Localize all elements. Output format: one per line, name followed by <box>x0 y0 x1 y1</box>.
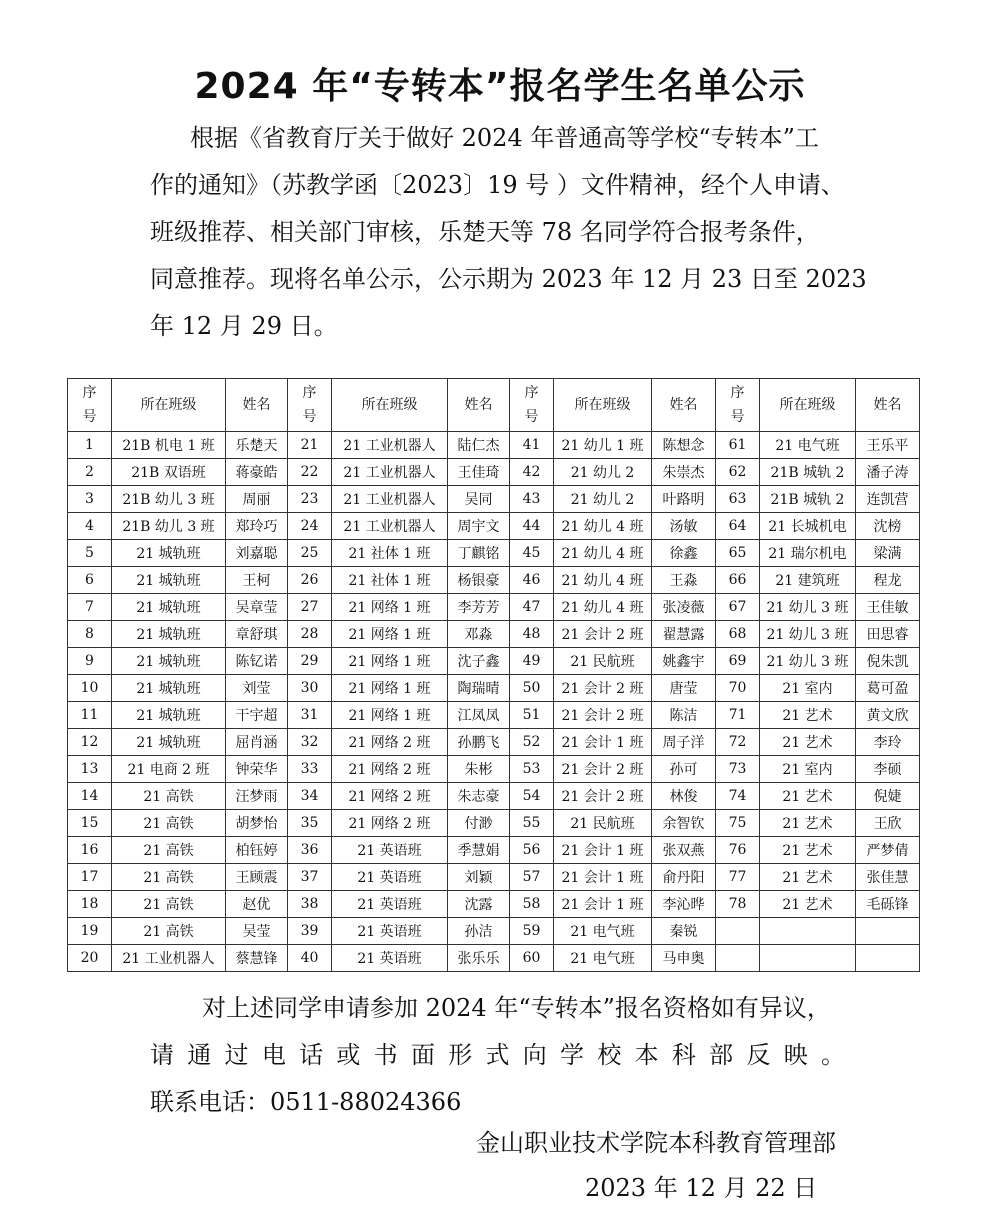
name-cell: 程龙 <box>856 567 920 594</box>
seq-cell: 61 <box>716 432 760 459</box>
seq-cell: 45 <box>510 540 554 567</box>
class-cell: 21 会计 1 班 <box>554 864 652 891</box>
name-cell: 吴章莹 <box>226 594 288 621</box>
seq-cell: 31 <box>288 702 332 729</box>
class-cell: 21 幼儿 4 班 <box>554 567 652 594</box>
name-cell: 李玲 <box>856 729 920 756</box>
seq-cell: 9 <box>68 648 112 675</box>
name-cell: 周子洋 <box>652 729 716 756</box>
seq-cell: 48 <box>510 621 554 648</box>
name-cell: 王淼 <box>652 567 716 594</box>
class-cell: 21 会计 1 班 <box>554 837 652 864</box>
class-cell: 21 幼儿 3 班 <box>760 648 856 675</box>
class-cell: 21 城轨班 <box>112 702 226 729</box>
name-cell: 汤敏 <box>652 513 716 540</box>
header-class: 所在班级 <box>112 379 226 432</box>
seq-cell: 6 <box>68 567 112 594</box>
seq-cell: 41 <box>510 432 554 459</box>
seq-cell: 65 <box>716 540 760 567</box>
seq-cell: 60 <box>510 945 554 972</box>
class-cell: 21 工业机器人 <box>332 513 448 540</box>
class-cell: 21 电气班 <box>760 432 856 459</box>
class-cell: 21 艺术 <box>760 891 856 918</box>
seq-cell: 78 <box>716 891 760 918</box>
seq-cell: 11 <box>68 702 112 729</box>
name-cell: 沈子鑫 <box>448 648 510 675</box>
name-cell: 倪婕 <box>856 783 920 810</box>
name-cell: 张乐乐 <box>448 945 510 972</box>
header-name: 姓名 <box>856 379 920 432</box>
name-cell: 朱彬 <box>448 756 510 783</box>
seq-cell: 44 <box>510 513 554 540</box>
seq-cell: 36 <box>288 837 332 864</box>
class-cell: 21 网络 1 班 <box>332 621 448 648</box>
table-row <box>68 513 920 540</box>
name-cell: 张双燕 <box>652 837 716 864</box>
name-cell: 刘嘉聪 <box>226 540 288 567</box>
intro-line: 作的通知》（苏教学函〔2023〕19 号 ）文件精神，经个人申请、 <box>150 171 845 199</box>
seq-cell: 3 <box>68 486 112 513</box>
name-cell: 沈露 <box>448 891 510 918</box>
seq-cell: 15 <box>68 810 112 837</box>
seq-cell: 17 <box>68 864 112 891</box>
table-row <box>68 648 920 675</box>
class-cell: 21 幼儿 2 <box>554 459 652 486</box>
table-row <box>68 459 920 486</box>
class-cell: 21 艺术 <box>760 810 856 837</box>
class-cell: 21 会计 2 班 <box>554 702 652 729</box>
seq-cell: 23 <box>288 486 332 513</box>
seq-cell: 75 <box>716 810 760 837</box>
name-cell: 倪朱凯 <box>856 648 920 675</box>
name-cell: 姚鑫宇 <box>652 648 716 675</box>
name-cell: 秦锐 <box>652 918 716 945</box>
seq-cell: 16 <box>68 837 112 864</box>
name-cell: 唐莹 <box>652 675 716 702</box>
seq-cell: 21 <box>288 432 332 459</box>
name-cell: 翟慧露 <box>652 621 716 648</box>
name-cell: 王乐平 <box>856 432 920 459</box>
name-cell: 乐楚天 <box>226 432 288 459</box>
seq-cell: 19 <box>68 918 112 945</box>
class-cell: 21B 机电 1 班 <box>112 432 226 459</box>
class-cell: 21 会计 2 班 <box>554 756 652 783</box>
class-cell: 21B 双语班 <box>112 459 226 486</box>
name-cell: 陈想念 <box>652 432 716 459</box>
name-cell: 屈肖涵 <box>226 729 288 756</box>
seq-cell: 55 <box>510 810 554 837</box>
class-cell: 21 会计 1 班 <box>554 891 652 918</box>
class-cell: 21 室内 <box>760 756 856 783</box>
class-cell: 21 城轨班 <box>112 648 226 675</box>
class-cell: 21 幼儿 3 班 <box>760 594 856 621</box>
seq-cell: 34 <box>288 783 332 810</box>
name-cell: 季慧娟 <box>448 837 510 864</box>
class-cell: 21 网络 2 班 <box>332 810 448 837</box>
name-cell: 严梦倩 <box>856 837 920 864</box>
seq-cell: 35 <box>288 810 332 837</box>
name-cell: 章舒琪 <box>226 621 288 648</box>
class-cell: 21 幼儿 4 班 <box>554 540 652 567</box>
class-cell: 21 会计 2 班 <box>554 621 652 648</box>
seq-cell: 30 <box>288 675 332 702</box>
class-cell: 21 工业机器人 <box>332 432 448 459</box>
seq-cell: 28 <box>288 621 332 648</box>
name-cell: 孙洁 <box>448 918 510 945</box>
class-cell: 21 幼儿 1 班 <box>554 432 652 459</box>
seq-cell: 33 <box>288 756 332 783</box>
seq-cell: 26 <box>288 567 332 594</box>
intro-line: 同意推荐。现将名单公示，公示期为 2023 年 12 月 23 日至 2023 <box>150 265 867 293</box>
name-cell: 李芳芳 <box>448 594 510 621</box>
table-row <box>68 918 920 945</box>
seq-cell: 64 <box>716 513 760 540</box>
name-cell: 刘莹 <box>226 675 288 702</box>
seq-cell: 1 <box>68 432 112 459</box>
seq-cell: 53 <box>510 756 554 783</box>
class-cell: 21 高铁 <box>112 810 226 837</box>
seq-cell: 58 <box>510 891 554 918</box>
table-row <box>68 837 920 864</box>
seq-cell: 59 <box>510 918 554 945</box>
class-cell: 21 网络 1 班 <box>332 648 448 675</box>
seq-cell: 49 <box>510 648 554 675</box>
name-cell: 张佳慧 <box>856 864 920 891</box>
class-cell: 21 英语班 <box>332 945 448 972</box>
seq-cell: 25 <box>288 540 332 567</box>
name-cell: 陶瑞晴 <box>448 675 510 702</box>
name-cell: 叶路明 <box>652 486 716 513</box>
class-cell: 21 高铁 <box>112 918 226 945</box>
class-cell: 21 英语班 <box>332 864 448 891</box>
name-cell: 毛砾锋 <box>856 891 920 918</box>
class-cell <box>760 918 856 945</box>
seq-cell: 51 <box>510 702 554 729</box>
name-cell: 林俊 <box>652 783 716 810</box>
table-row <box>68 891 920 918</box>
contact-line: 联系电话：0511-88024366 <box>150 1088 462 1116</box>
class-cell: 21 会计 2 班 <box>554 783 652 810</box>
seq-cell: 46 <box>510 567 554 594</box>
class-cell: 21 网络 2 班 <box>332 756 448 783</box>
seq-cell: 7 <box>68 594 112 621</box>
header-name: 姓名 <box>652 379 716 432</box>
class-cell: 21 长城机电 <box>760 513 856 540</box>
seq-cell: 66 <box>716 567 760 594</box>
seq-cell: 73 <box>716 756 760 783</box>
seq-cell: 77 <box>716 864 760 891</box>
seq-cell: 68 <box>716 621 760 648</box>
seq-cell: 10 <box>68 675 112 702</box>
seq-cell: 24 <box>288 513 332 540</box>
table-row <box>68 783 920 810</box>
name-cell: 朱志豪 <box>448 783 510 810</box>
seq-cell: 32 <box>288 729 332 756</box>
class-cell: 21 工业机器人 <box>112 945 226 972</box>
name-cell: 王欣 <box>856 810 920 837</box>
name-cell: 王佳敏 <box>856 594 920 621</box>
name-cell: 邓淼 <box>448 621 510 648</box>
class-cell: 21B 幼儿 3 班 <box>112 513 226 540</box>
class-cell: 21 艺术 <box>760 783 856 810</box>
name-cell: 孙可 <box>652 756 716 783</box>
header-name: 姓名 <box>448 379 510 432</box>
name-cell: 付渺 <box>448 810 510 837</box>
class-cell: 21 高铁 <box>112 837 226 864</box>
table-row <box>68 702 920 729</box>
class-cell: 21B 幼儿 3 班 <box>112 486 226 513</box>
header-name: 姓名 <box>226 379 288 432</box>
table-row <box>68 621 920 648</box>
seq-cell: 40 <box>288 945 332 972</box>
name-cell: 陈钇诺 <box>226 648 288 675</box>
seq-cell: 54 <box>510 783 554 810</box>
class-cell: 21 建筑班 <box>760 567 856 594</box>
header-class: 所在班级 <box>554 379 652 432</box>
table-row <box>68 945 920 972</box>
class-cell: 21 会计 2 班 <box>554 675 652 702</box>
class-cell: 21 工业机器人 <box>332 459 448 486</box>
header-class: 所在班级 <box>760 379 856 432</box>
name-cell: 刘颖 <box>448 864 510 891</box>
table-row <box>68 675 920 702</box>
seq-cell: 18 <box>68 891 112 918</box>
seq-cell: 69 <box>716 648 760 675</box>
closing-line: 请通过电话或书面形式向学校本科部反映。 <box>150 1041 845 1069</box>
header-class: 所在班级 <box>332 379 448 432</box>
name-cell: 干宇超 <box>226 702 288 729</box>
name-cell: 郑玲巧 <box>226 513 288 540</box>
class-cell: 21 网络 1 班 <box>332 675 448 702</box>
class-cell: 21 高铁 <box>112 891 226 918</box>
class-cell: 21 高铁 <box>112 864 226 891</box>
seq-cell: 74 <box>716 783 760 810</box>
header-seq: 序 号 <box>510 379 554 432</box>
class-cell: 21 城轨班 <box>112 729 226 756</box>
seq-cell: 4 <box>68 513 112 540</box>
name-cell: 王佳琦 <box>448 459 510 486</box>
name-cell: 孙鹏飞 <box>448 729 510 756</box>
class-cell: 21 幼儿 3 班 <box>760 621 856 648</box>
class-cell: 21 电商 2 班 <box>112 756 226 783</box>
table-row <box>68 432 920 459</box>
seq-cell: 20 <box>68 945 112 972</box>
class-cell: 21 城轨班 <box>112 675 226 702</box>
class-cell: 21 民航班 <box>554 810 652 837</box>
table-row <box>68 756 920 783</box>
seq-cell: 22 <box>288 459 332 486</box>
name-cell: 马申奥 <box>652 945 716 972</box>
class-cell: 21 网络 2 班 <box>332 783 448 810</box>
name-cell: 徐鑫 <box>652 540 716 567</box>
intro-line: 年 12 月 29 日。 <box>150 312 338 340</box>
seq-cell: 72 <box>716 729 760 756</box>
intro-paragraph <box>150 115 870 350</box>
seq-cell: 12 <box>68 729 112 756</box>
class-cell: 21 工业机器人 <box>332 486 448 513</box>
name-cell <box>856 945 920 972</box>
name-cell: 蒋豪皓 <box>226 459 288 486</box>
seq-cell <box>716 945 760 972</box>
class-cell: 21 艺术 <box>760 702 856 729</box>
name-cell: 余智钦 <box>652 810 716 837</box>
class-cell: 21 民航班 <box>554 648 652 675</box>
name-cell: 赵优 <box>226 891 288 918</box>
seq-cell: 62 <box>716 459 760 486</box>
seq-cell: 47 <box>510 594 554 621</box>
seq-cell: 14 <box>68 783 112 810</box>
name-cell: 王顾震 <box>226 864 288 891</box>
table-row <box>68 486 920 513</box>
sign-date: 2023 年 12 月 22 日 <box>585 1174 818 1202</box>
seq-cell: 56 <box>510 837 554 864</box>
table-row <box>68 810 920 837</box>
table-row <box>68 594 920 621</box>
class-cell: 21 幼儿 4 班 <box>554 513 652 540</box>
name-cell: 丁麒铭 <box>448 540 510 567</box>
closing-paragraph <box>150 985 870 1126</box>
name-cell: 周宇文 <box>448 513 510 540</box>
table-row <box>68 540 920 567</box>
seq-cell: 57 <box>510 864 554 891</box>
intro-line: 根据《省教育厅关于做好 2024 年普通高等学校“专转本”工 <box>190 124 819 152</box>
class-cell: 21 艺术 <box>760 864 856 891</box>
seq-cell: 39 <box>288 918 332 945</box>
class-cell: 21 瑞尔机电 <box>760 540 856 567</box>
class-cell <box>760 945 856 972</box>
name-cell: 柏钰婷 <box>226 837 288 864</box>
class-cell: 21 幼儿 4 班 <box>554 594 652 621</box>
header-seq: 序 号 <box>716 379 760 432</box>
table-row <box>68 729 920 756</box>
name-cell: 沈榜 <box>856 513 920 540</box>
class-cell: 21 艺术 <box>760 729 856 756</box>
class-cell: 21 城轨班 <box>112 621 226 648</box>
class-cell: 21 社体 1 班 <box>332 540 448 567</box>
class-cell: 21 城轨班 <box>112 594 226 621</box>
name-cell: 李沁晔 <box>652 891 716 918</box>
closing-line: 对上述同学申请参加 2024 年“专转本”报名资格如有异议， <box>202 994 831 1022</box>
seq-cell: 5 <box>68 540 112 567</box>
name-cell: 蔡慧锋 <box>226 945 288 972</box>
name-cell: 胡梦怡 <box>226 810 288 837</box>
name-cell: 田思睿 <box>856 621 920 648</box>
name-cell: 俞丹阳 <box>652 864 716 891</box>
class-cell: 21 幼儿 2 <box>554 486 652 513</box>
class-cell: 21 网络 1 班 <box>332 594 448 621</box>
header-seq: 序 号 <box>288 379 332 432</box>
name-cell: 葛可盈 <box>856 675 920 702</box>
class-cell: 21 网络 1 班 <box>332 702 448 729</box>
class-cell: 21 网络 2 班 <box>332 729 448 756</box>
name-cell: 吴同 <box>448 486 510 513</box>
name-cell: 杨银豪 <box>448 567 510 594</box>
class-cell: 21 会计 1 班 <box>554 729 652 756</box>
class-cell: 21 城轨班 <box>112 567 226 594</box>
name-cell: 周丽 <box>226 486 288 513</box>
seq-cell: 70 <box>716 675 760 702</box>
seq-cell: 71 <box>716 702 760 729</box>
name-cell: 朱崇杰 <box>652 459 716 486</box>
seq-cell: 76 <box>716 837 760 864</box>
seq-cell: 42 <box>510 459 554 486</box>
class-cell: 21 社体 1 班 <box>332 567 448 594</box>
seq-cell: 67 <box>716 594 760 621</box>
table-row <box>68 567 920 594</box>
seq-cell: 52 <box>510 729 554 756</box>
name-cell: 李硕 <box>856 756 920 783</box>
class-cell: 21 室内 <box>760 675 856 702</box>
name-cell: 陈洁 <box>652 702 716 729</box>
header-seq: 序 号 <box>68 379 112 432</box>
name-cell: 王柯 <box>226 567 288 594</box>
name-cell: 汪梦雨 <box>226 783 288 810</box>
name-cell: 钟荣华 <box>226 756 288 783</box>
name-cell: 黄文欣 <box>856 702 920 729</box>
name-cell: 张凌薇 <box>652 594 716 621</box>
signer: 金山职业技术学院本科教育管理部 <box>476 1129 836 1157</box>
table-body <box>68 432 920 972</box>
seq-cell: 27 <box>288 594 332 621</box>
class-cell: 21 英语班 <box>332 918 448 945</box>
name-cell: 吴莹 <box>226 918 288 945</box>
name-cell <box>856 918 920 945</box>
document-title: 2024 年“专转本”报名学生名单公示 <box>194 66 806 107</box>
seq-cell: 13 <box>68 756 112 783</box>
seq-cell: 63 <box>716 486 760 513</box>
name-cell: 梁满 <box>856 540 920 567</box>
name-cell: 潘子涛 <box>856 459 920 486</box>
seq-cell: 38 <box>288 891 332 918</box>
class-cell: 21 城轨班 <box>112 540 226 567</box>
class-cell: 21 英语班 <box>332 891 448 918</box>
name-cell: 陆仁杰 <box>448 432 510 459</box>
seq-cell: 29 <box>288 648 332 675</box>
seq-cell <box>716 918 760 945</box>
name-cell: 江凤凤 <box>448 702 510 729</box>
table-header-row <box>68 379 920 432</box>
table-row <box>68 864 920 891</box>
class-cell: 21 高铁 <box>112 783 226 810</box>
class-cell: 21B 城轨 2 <box>760 459 856 486</box>
seq-cell: 50 <box>510 675 554 702</box>
class-cell: 21 英语班 <box>332 837 448 864</box>
class-cell: 21 艺术 <box>760 837 856 864</box>
intro-line: 班级推荐、相关部门审核，乐楚天等 78 名同学符合报考条件， <box>150 218 820 246</box>
class-cell: 21 电气班 <box>554 945 652 972</box>
class-cell: 21 电气班 <box>554 918 652 945</box>
seq-cell: 2 <box>68 459 112 486</box>
seq-cell: 43 <box>510 486 554 513</box>
class-cell: 21B 城轨 2 <box>760 486 856 513</box>
seq-cell: 8 <box>68 621 112 648</box>
student-roster-table <box>67 378 920 972</box>
seq-cell: 37 <box>288 864 332 891</box>
name-cell: 连凯营 <box>856 486 920 513</box>
